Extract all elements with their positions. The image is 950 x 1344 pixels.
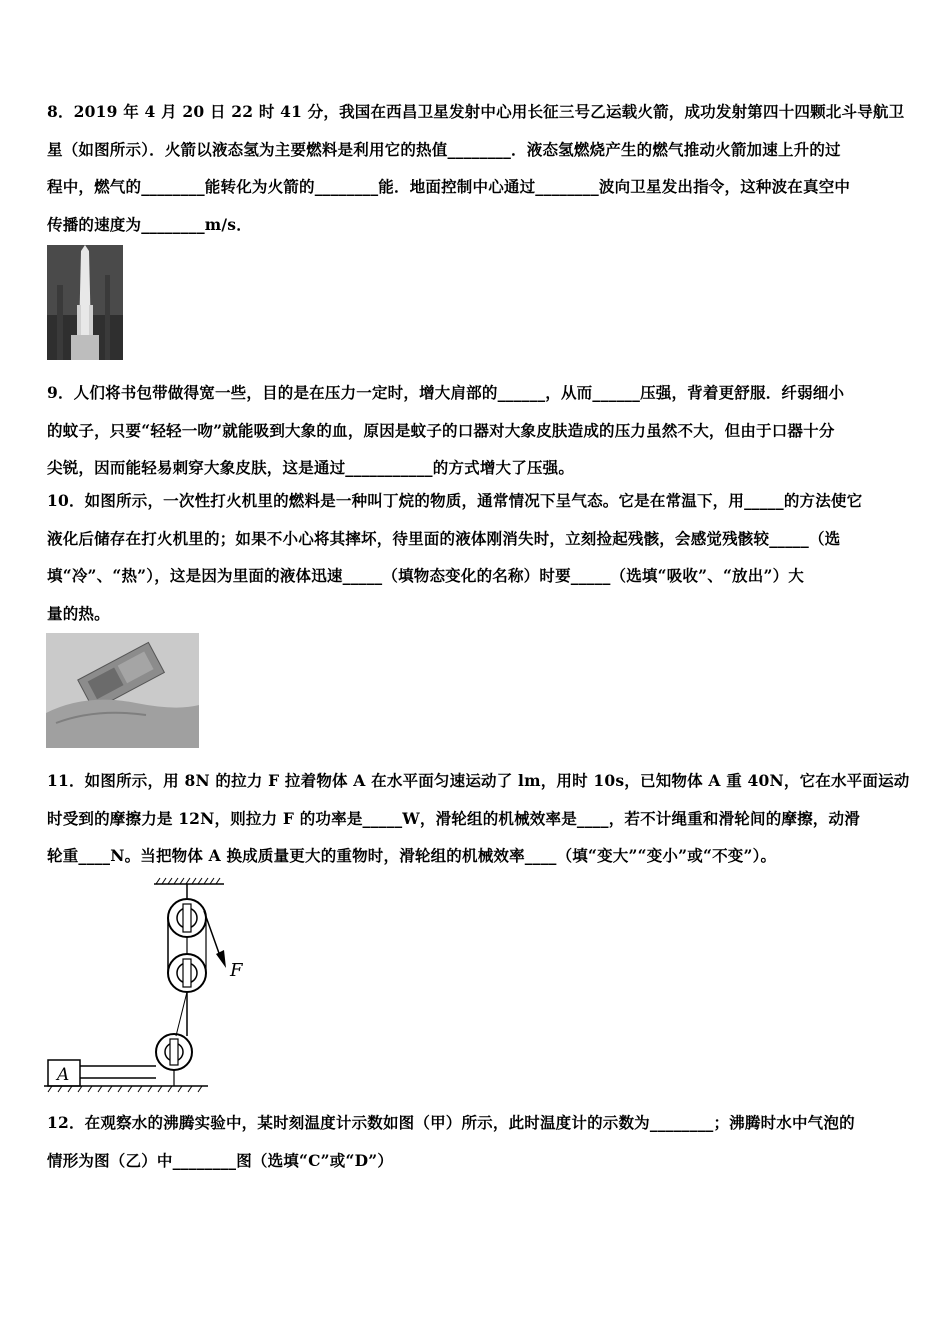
question-11-line-1: 11．如图所示，用 8N 的拉力 F 拉着物体 A 在水平面匀速运动了 lm，用时 10s，已知物体 A 重 40N，它在水平面运动 bbox=[47, 771, 910, 790]
question-12-line-2: 情形为图（乙）中________图（选填“C”或“D”） bbox=[47, 1150, 394, 1170]
question-9-line-2: 的蚊子，只要“轻轻一吻”就能吸到大象的血，原因是蚊子的口器对大象皮肤造成的压力虽然不大，但由于口器十分 bbox=[47, 420, 835, 440]
question-10-line-1: 10．如图所示，一次性打火机里的燃料是一种叫丁烷的物质，通常情况下呈气态。它是在常温下，用_____的方法使它 bbox=[47, 491, 863, 510]
question-10-line-4: 量的热。 bbox=[47, 603, 110, 623]
question-8 bbox=[47, 93, 907, 243]
question-12-line-1: 12．在观察水的沸腾实验中，某时刻温度计示数如图（甲）所示，此时温度计的示数为________；沸腾时水中气泡的 bbox=[47, 1113, 855, 1132]
question-9-line-1: 9．人们将书包带做得宽一些，目的是在压力一定时，增大肩部的______，从而______压强，背着更舒服．纤弱细小 bbox=[47, 383, 845, 402]
force-label: F bbox=[230, 960, 243, 981]
question-11-line-3: 轮重____N。当把物体 A 换成质量更大的重物时，滑轮组的机械效率____（填“变大”“变小”或“不变”）。 bbox=[47, 846, 777, 865]
question-8-line-4: 传播的速度为________m/s． bbox=[47, 214, 252, 234]
rocket-photo bbox=[47, 245, 123, 360]
question-12 bbox=[47, 1104, 907, 1179]
pulley-system-figure bbox=[44, 876, 264, 1096]
question-11-line-2: 时受到的摩擦力是 12N，则拉力 F 的功率是_____W，滑轮组的机械效率是____，若不计绳重和滑轮间的摩擦，动滑 bbox=[47, 808, 860, 828]
rocket-image bbox=[47, 245, 123, 360]
question-10 bbox=[47, 482, 907, 632]
block-label: A bbox=[57, 1065, 70, 1085]
pulley-diagram bbox=[44, 876, 264, 1096]
question-10-line-3: 填“冷”、“热”），这是因为里面的液体迅速_____（填物态变化的名称）时要_____（选填“吸收”、“放出”）大 bbox=[47, 566, 804, 585]
question-8-line-3: 程中，燃气的________能转化为火箭的________能．地面控制中心通过________波向卫星发出指令，这种波在真空中 bbox=[47, 177, 851, 196]
question-8-line-1: 8．2019 年 4 月 20 日 22 时 41 分，我国在西昌卫星发射中心用长征三号乙运载火箭，成功发射第四十四颗北斗导航卫 bbox=[47, 102, 905, 121]
question-10-line-2: 液化后储存在打火机里的；如果不小心将其摔坏，待里面的液体刚消失时，立刻捡起残骸，会感觉残骸较_____（选 bbox=[47, 528, 841, 548]
question-9-line-3: 尖锐，因而能轻易刺穿大象皮肤，这是通过___________的方式增大了压强。 bbox=[47, 458, 575, 477]
question-9 bbox=[47, 374, 907, 487]
lighter-photo bbox=[46, 633, 199, 748]
lighter-image bbox=[46, 633, 199, 748]
question-11 bbox=[47, 762, 910, 875]
question-8-line-2: 星（如图所示）．火箭以液态氢为主要燃料是利用它的热值________．液态氢燃烧产生的燃气推动火箭加速上升的过 bbox=[47, 139, 841, 159]
